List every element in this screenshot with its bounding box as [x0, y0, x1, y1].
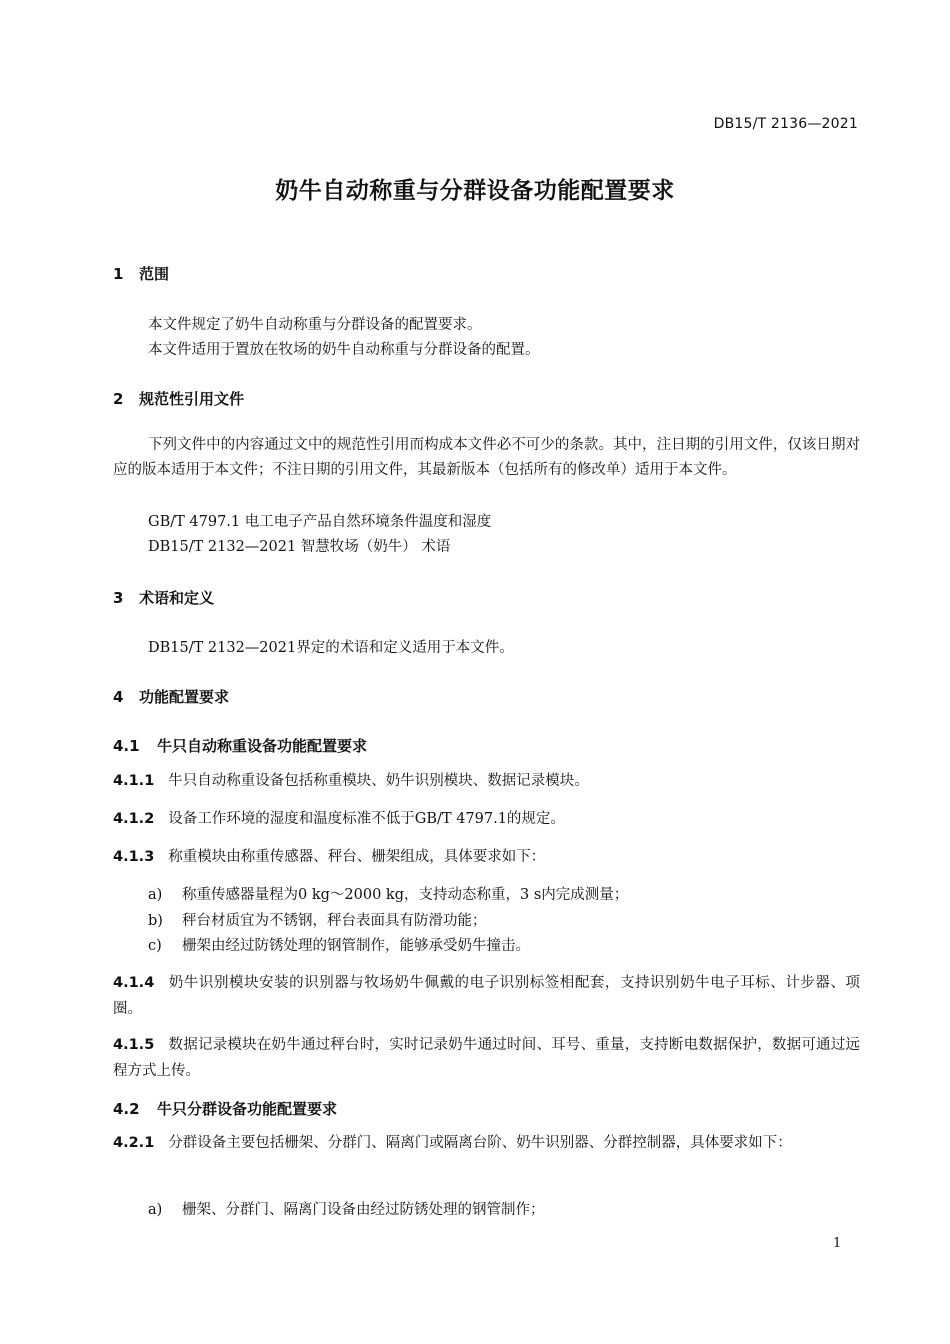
list-item-c: [148, 934, 530, 955]
clause-number: 4.1.4: [113, 975, 155, 991]
normative-references-intro: 下列文件中的内容通过文中的规范性引用而构成本文件必不可少的条款。其中，注日期的引用文件，仅该日期对应的版本适用于本文件；不注日期的引用文件，其最新版本（包括所有的修改单）适用于本文件。: [113, 437, 860, 478]
section-number: 4: [113, 688, 124, 706]
clause-4-1-1: [113, 768, 860, 794]
list-text: 秤台材质宜为不锈钢，秤台表面具有防滑功能；: [182, 913, 487, 929]
clause-number: 4.1.3: [113, 849, 155, 865]
section-title: 范围: [139, 265, 170, 283]
list-text: 栅架、分群门、隔离门设备由经过防锈处理的钢管制作；: [182, 1202, 545, 1218]
list-item-b: [148, 909, 487, 930]
list-marker: c): [148, 938, 162, 954]
list-item-a: [148, 883, 628, 904]
section-number: 1: [113, 265, 124, 283]
subsection-heading-4-2: [113, 1098, 337, 1119]
clause-text: 设备工作环境的湿度和温度标准不低于GB/T 4797.1的规定。: [168, 811, 565, 827]
clause-4-1-5: [113, 1032, 860, 1084]
reference-item-1: GB/T 4797.1 电工电子产品自然环境条件温度和湿度: [148, 514, 492, 530]
section-title: 功能配置要求: [139, 688, 230, 706]
clause-4-1-4: [113, 970, 860, 1022]
scope-paragraph-1: 本文件规定了奶牛自动称重与分群设备的配置要求。: [148, 317, 482, 333]
clause-text: 奶牛识别模块安装的识别器与牧场奶牛佩戴的电子识别标签相配套，支持识别奶牛电子耳标、计步器、项圈。: [113, 975, 860, 1017]
section-heading-2: [113, 388, 244, 409]
section-number: 3: [113, 589, 124, 607]
clause-text: 称重模块由称重传感器、秤台、栅架组成，具体要求如下：: [168, 849, 546, 865]
document-title: 奶牛自动称重与分群设备功能配置要求: [275, 178, 675, 204]
section-heading-4: [113, 686, 229, 707]
clause-text: 数据记录模块在奶牛通过秤台时，实时记录奶牛通过时间、耳号、重量，支持断电数据保护，数据可通过远程方式上传。: [113, 1037, 860, 1079]
clause-4-1-3: [113, 844, 860, 870]
list-marker: a): [148, 887, 163, 903]
section-number: 2: [113, 390, 124, 408]
terms-paragraph: DB15/T 2132—2021界定的术语和定义适用于本文件。: [148, 640, 514, 656]
subsection-heading-4-1: [113, 735, 367, 756]
clause-number: 4.2.1: [113, 1135, 155, 1151]
list-item-a: [148, 1198, 545, 1219]
scope-paragraph-2: 本文件适用于置放在牧场的奶牛自动称重与分群设备的配置。: [148, 342, 540, 358]
clause-4-1-2: [113, 806, 860, 832]
clause-number: 4.1.2: [113, 811, 155, 827]
subsection-title: 牛只自动称重设备功能配置要求: [157, 737, 368, 755]
section-title: 规范性引用文件: [139, 390, 245, 408]
clause-number: 4.1.5: [113, 1037, 155, 1053]
clause-4-2-1: [113, 1130, 860, 1156]
subsection-number: 4.2: [113, 1100, 140, 1118]
clause-number: 4.1.1: [113, 773, 155, 789]
list-marker: b): [148, 913, 163, 929]
document-code: DB15/T 2136—2021: [713, 116, 858, 132]
list-marker: a): [148, 1202, 163, 1218]
list-text: 栅架由经过防锈处理的钢管制作，能够承受奶牛撞击。: [182, 938, 530, 954]
page-number: 1: [833, 1236, 842, 1251]
reference-item-2: DB15/T 2132—2021 智慧牧场（奶牛） 术语: [148, 539, 451, 555]
clause-text: 牛只自动称重设备包括称重模块、奶牛识别模块、数据记录模块。: [168, 773, 589, 789]
section-title: 术语和定义: [139, 589, 215, 607]
subsection-number: 4.1: [113, 737, 140, 755]
list-text: 称重传感器量程为0 kg～2000 kg，支持动态称重，3 s内完成测量；: [182, 887, 629, 903]
section-heading-1: [113, 263, 169, 284]
section-heading-3: [113, 587, 214, 608]
subsection-title: 牛只分群设备功能配置要求: [157, 1100, 338, 1118]
clause-text: 分群设备主要包括栅架、分群门、隔离门或隔离台阶、奶牛识别器、分群控制器，具体要求如下：: [168, 1135, 792, 1151]
